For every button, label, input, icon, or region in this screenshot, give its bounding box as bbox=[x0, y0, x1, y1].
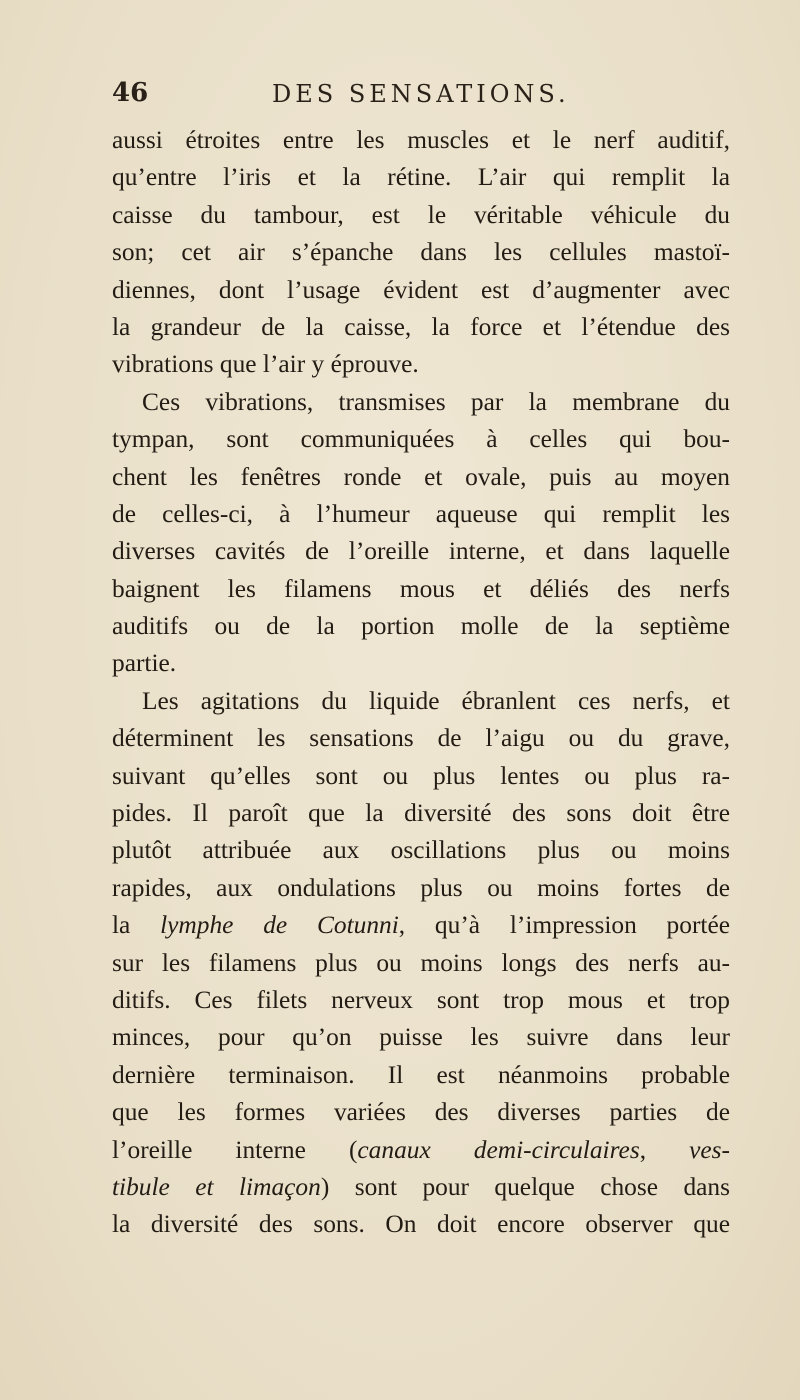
text-line bbox=[112, 1094, 730, 1131]
text-segment: la diversité des sons. On doit encore observer que bbox=[112, 1210, 730, 1239]
text-line bbox=[112, 945, 730, 982]
text-line bbox=[112, 421, 730, 458]
text-segment: dernière terminaison. Il est néanmoins probable bbox=[112, 1060, 730, 1089]
text-line bbox=[112, 645, 730, 682]
text-segment: de celles-ci, à l’humeur aqueuse qui remplit les bbox=[112, 499, 730, 528]
italic-text: tibule et limaçon bbox=[112, 1172, 321, 1201]
text-line bbox=[112, 1132, 730, 1169]
text-segment: diennes, dont l’usage évident est d’augmenter avec bbox=[112, 275, 730, 304]
text-segment: minces, pour qu’on puisse les suivre dans leur bbox=[112, 1023, 730, 1052]
text-segment: sur les filamens plus ou moins longs des nerfs au- bbox=[112, 948, 730, 977]
body-text bbox=[112, 122, 730, 1244]
text-line bbox=[112, 1206, 730, 1243]
text-segment: déterminent les sensations de l’aigu ou du grave, bbox=[112, 724, 730, 753]
text-segment: rapides, aux ondulations plus ou moins fortes de bbox=[112, 873, 730, 902]
text-segment: plutôt attribuée aux oscillations plus ou moins bbox=[112, 836, 730, 865]
text-line bbox=[112, 1019, 730, 1056]
text-segment: suivant qu’elles sont ou plus lentes ou plus ra- bbox=[112, 761, 730, 790]
text-segment: ) sont pour quelque chose dans bbox=[320, 1172, 730, 1201]
text-line bbox=[112, 197, 730, 234]
text-segment: Les agitations du liquide ébranlent ces nerfs, et bbox=[142, 686, 730, 715]
text-line bbox=[112, 122, 730, 159]
text-line bbox=[112, 272, 730, 309]
text-segment: diverses cavités de l’oreille interne, et dans laquelle bbox=[112, 537, 730, 566]
text-segment: chent les fenêtres ronde et ovale, puis au moyen bbox=[112, 462, 730, 491]
text-line bbox=[112, 795, 730, 832]
text-segment: baignent les filamens mous et déliés des nerfs bbox=[112, 574, 730, 603]
text-segment: qu’entre l’iris et la rétine. L’air qui remplit la bbox=[112, 163, 730, 192]
text-line bbox=[112, 832, 730, 869]
text-segment: son; cet air s’épanche dans les cellules mastoï- bbox=[112, 238, 730, 267]
page-header bbox=[112, 78, 732, 118]
text-line bbox=[112, 1057, 730, 1094]
text-line bbox=[112, 234, 730, 271]
text-line bbox=[112, 870, 730, 907]
text-segment: caisse du tambour, est le véritable véhicule du bbox=[112, 200, 730, 229]
text-line bbox=[112, 459, 730, 496]
text-line bbox=[112, 346, 730, 383]
text-line bbox=[112, 907, 730, 944]
text-segment: tympan, sont communiquées à celles qui bou- bbox=[112, 425, 730, 454]
text-segment: l’oreille interne ( bbox=[112, 1135, 358, 1164]
text-segment: , bbox=[639, 1135, 690, 1164]
text-segment: Ces vibrations, transmises par la membrane du bbox=[142, 387, 730, 416]
running-title: DES SENSATIONS. bbox=[272, 80, 570, 108]
text-line bbox=[112, 1169, 730, 1206]
text-line bbox=[112, 533, 730, 570]
text-segment: la grandeur de la caisse, la force et l’étendue des bbox=[112, 312, 730, 341]
text-line bbox=[112, 309, 730, 346]
text-line bbox=[112, 384, 730, 421]
page-number: 46 bbox=[112, 78, 149, 108]
italic-text: lymphe de Cotunni bbox=[160, 911, 399, 940]
text-segment: auditifs ou de la portion molle de la septième bbox=[112, 612, 730, 641]
text-line bbox=[112, 982, 730, 1019]
text-line bbox=[112, 571, 730, 608]
text-segment: pides. Il paroît que la diversité des sons doit être bbox=[112, 799, 730, 828]
text-segment: , qu’à l’impression portée bbox=[398, 911, 730, 940]
text-segment: ditifs. Ces filets nerveux sont trop mous et trop bbox=[112, 985, 730, 1014]
italic-text: canaux demi-circulaires bbox=[357, 1135, 640, 1164]
text-segment: aussi étroites entre les muscles et le nerf auditif, bbox=[112, 126, 730, 154]
text-segment: que les formes variées des diverses parties de bbox=[112, 1098, 730, 1127]
text-line bbox=[112, 496, 730, 533]
text-line bbox=[112, 758, 730, 795]
text-line bbox=[112, 720, 730, 757]
text-line bbox=[112, 159, 730, 196]
text-line bbox=[112, 608, 730, 645]
text-segment: partie. bbox=[112, 649, 177, 678]
italic-text: ves- bbox=[689, 1135, 730, 1164]
text-segment: la bbox=[112, 911, 161, 940]
text-segment: vibrations que l’air y éprouve. bbox=[112, 350, 419, 379]
text-line bbox=[112, 683, 730, 720]
